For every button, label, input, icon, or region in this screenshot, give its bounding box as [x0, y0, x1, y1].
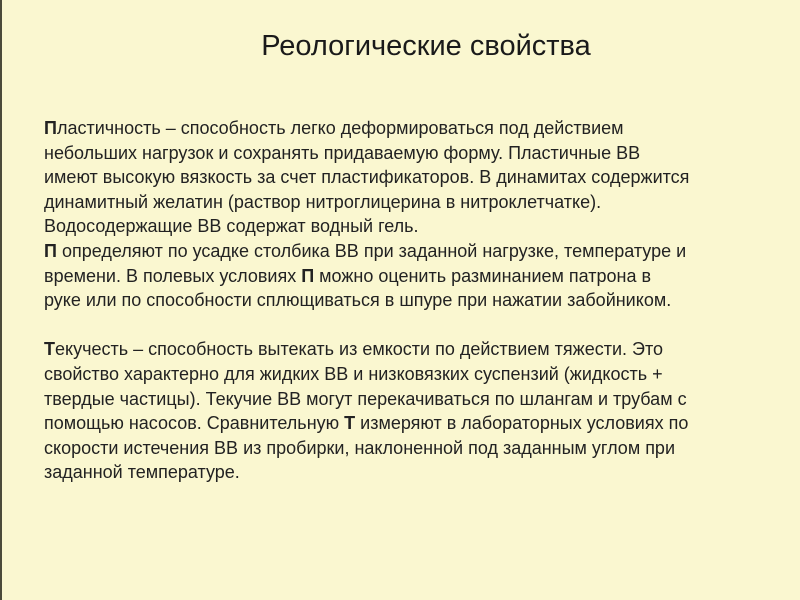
line-text: помощью насосов. Сравнительную: [44, 413, 345, 434]
line-text: екучесть – способность вытекать из емкости по действием тяжести. Это: [55, 339, 664, 360]
paragraph-line: [44, 337, 800, 362]
term-initial: П: [301, 265, 315, 286]
paragraph-line: свойство характерно для жидких ВВ и низковязких суспензий (жидкость +: [44, 363, 663, 384]
term-initial: Т: [44, 339, 55, 360]
line-text: измеряют в лабораторных условиях по: [355, 413, 689, 434]
paragraph-line: динамитный желатин (раствор нитроглицерина в нитроклетчатке).: [44, 191, 602, 212]
paragraph-line: скорости истечения ВВ из пробирки, наклоненной под заданным углом при: [44, 437, 676, 458]
slide-body: [44, 116, 800, 485]
line-text: определяют по усадке столбика ВВ при заданной нагрузке, температуре и: [56, 240, 687, 261]
paragraph-line: заданной температуре.: [44, 462, 240, 483]
paragraph-line: [44, 411, 800, 436]
term-initial: П: [44, 240, 57, 261]
paragraph-line: руке или по способности сплющиваться в шпуре при нажатии забойником.: [44, 290, 672, 311]
fluidity-paragraph: [44, 337, 800, 485]
paragraph-line: [44, 264, 800, 289]
line-text: ластичность – способность легко деформироваться под действием: [56, 118, 624, 138]
paragraph-line: [44, 239, 800, 264]
paragraph-gap: [44, 313, 800, 338]
term-initial: П: [44, 118, 57, 138]
paragraph-line: Водосодержащие ВВ содержат водный гель.: [44, 216, 419, 237]
term-initial: Т: [344, 413, 356, 434]
line-text: времени. В полевых условиях: [44, 265, 302, 286]
paragraph-line: имеют высокую вязкость за счет пластификаторов. В динамитах содержится: [44, 167, 690, 188]
slide-left-border: [0, 0, 2, 600]
line-text: можно оценить разминанием патрона в: [314, 265, 652, 286]
plasticity-paragraph: [44, 116, 800, 313]
paragraph-line: твердые частицы). Текучие ВВ могут перекачиваться по шлангам и трубам с: [44, 388, 687, 409]
paragraph-line: [44, 116, 800, 141]
slide-title: Реологические свойства: [261, 30, 591, 62]
paragraph-line: небольших нагрузок и сохранять придаваемую форму. Пластичные ВВ: [44, 142, 641, 163]
